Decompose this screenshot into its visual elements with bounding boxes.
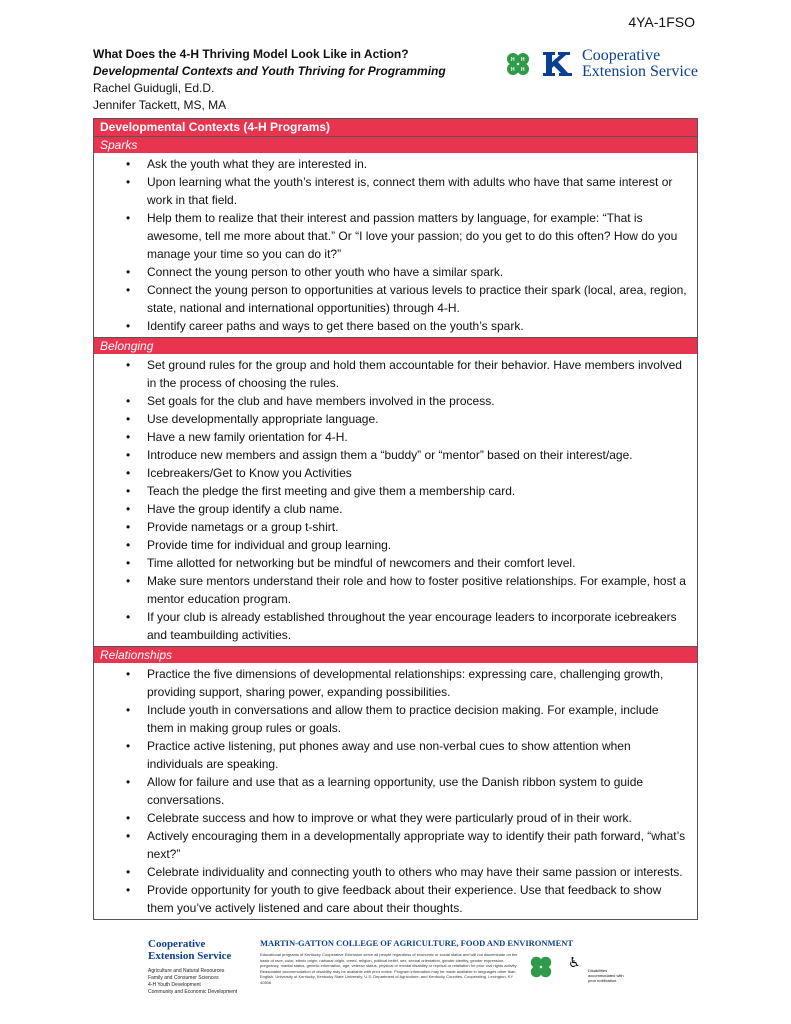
list-item: • Help them to realize that their interest and passion matters by language, for example: “That is awesome, tell me more about that.” Or “I love your passion; do you get to do this often? How do you manage your time so you can do it?” [94, 209, 687, 263]
title-block [93, 46, 446, 114]
cooperative-extension-logo-text: Cooperative Extension Service [582, 47, 698, 80]
list-item: • Time allotted for networking but be mindful of newcomers and their comfort level. [94, 554, 687, 572]
list-item: • Connect the young person to other youth who have a similar spark. [94, 263, 687, 281]
list-item: • Introduce new members and assign them a “buddy” or “mentor” based on their interest/age. [94, 446, 687, 464]
list-item: • Upon learning what the youth’s interest is, connect them with adults who have that same interest or work in that field. [94, 173, 687, 209]
section-title-belonging: Belonging [94, 337, 697, 354]
logo-group [504, 48, 698, 80]
author-1: Rachel Guidugli, Ed.D. [93, 81, 215, 95]
list-item: • Practice active listening, put phones away and use non-verbal cues to show attention when individuals are speaking. [94, 737, 687, 773]
list-item: • Use developmentally appropriate language. [94, 410, 687, 428]
table-header: Developmental Contexts (4-H Programs) [94, 119, 697, 136]
list-item: • Make sure mentors understand their role and how to foster positive relationships. For example, host a mentor education program. [94, 572, 687, 608]
developmental-contexts-table [93, 118, 698, 920]
belonging-list [94, 354, 697, 646]
list-item: • Set ground rules for the group and hold them accountable for their behavior. Have members involved in the process of choosing the rules. [94, 356, 687, 392]
list-item: • Allow for failure and use that as a learning opportunity, use the Danish ribbon system to guide conversations. [94, 773, 687, 809]
list-item: • Identify career paths and ways to get there based on the youth’s spark. [94, 317, 687, 335]
svg-text:H: H [511, 67, 515, 73]
list-item: • Connect the young person to opportunities at various levels to practice their spark (local, area, region, state, national and international opportunities) through 4-H. [94, 281, 687, 317]
document-id: 4YA-1FSO [628, 14, 695, 30]
sparks-list [94, 153, 697, 337]
list-item: • Practice the five dimensions of developmental relationships: expressing care, challenging growth, providing support, sharing power, expanding possibilities. [94, 665, 687, 701]
list-item: • Celebrate individuality and connecting youth to others who may have their same passion or interests. [94, 863, 687, 881]
list-item: • Icebreakers/Get to Know you Activities [94, 464, 687, 482]
list-item: • Celebrate success and how to improve or what they were particularly proud of in their work. [94, 809, 687, 827]
document-subtitle: Developmental Contexts and Youth Thriving for Programming [93, 64, 446, 78]
4h-clover-icon [528, 954, 554, 980]
list-item: • Actively encouraging them in a developmentally appropriate way to identify their path forward, “what’s next?” [94, 827, 687, 863]
list-item: • Ask the youth what they are interested in. [94, 155, 687, 173]
4h-clover-icon [504, 50, 532, 78]
list-item: • If your club is already established throughout the year encourage leaders to incorporate icebreakers and teambuilding activities. [94, 608, 687, 644]
list-item: • Include youth in conversations and allow them to practice decision making. For example, include them in making group rules or goals. [94, 701, 687, 737]
document-header [93, 46, 698, 116]
list-item: • Provide nametags or a group t-shirt. [94, 518, 687, 536]
section-title-sparks: Sparks [94, 136, 697, 153]
nondiscrimination-statement: Educational programs of Kentucky Cooperative Extension serve all people regardless of economic or social status and will not discriminate on the basis of race, color, ethnic origin, national origin, creed, religion, political belief, sex, sexual orientation, gender identity, gender expression, pregnancy, marital status, genetic information, age, veteran status, physical or mental disability or reprisal or retaliation for prior civil rights activity. Reasonable accommodation of disability may be available with prior notice. Program information may be made available in languages other than English. University of Kentucky, Kentucky State University, U.S. Department of Agriculture, and Kentucky Counties, Cooperating. Lexington, KY 40506 [260, 952, 518, 985]
section-title-relationships: Relationships [94, 646, 697, 663]
list-item: • Set goals for the club and have members involved in the process. [94, 392, 687, 410]
uk-logo-icon [542, 49, 576, 79]
list-item: • Provide opportunity for youth to give feedback about their experience. Use that feedback to show them you’ve actively listened and care about their thoughts. [94, 881, 687, 917]
college-name: MARTIN-GATTON COLLEGE OF AGRICULTURE, FOOD AND ENVIRONMENT [260, 938, 574, 948]
svg-text:H: H [521, 67, 525, 73]
list-item: • Teach the pledge the first meeting and give them a membership card. [94, 482, 687, 500]
list-item: • Have a new family orientation for 4-H. [94, 428, 687, 446]
document-title: What Does the 4-H Thriving Model Look Like in Action? [93, 47, 409, 61]
program-units: Agriculture and Natural Resources Family and Consumer Sciences 4-H Youth Development Community and Economic Development [148, 968, 238, 995]
list-item: • Have the group identify a club name. [94, 500, 687, 518]
relationships-list [94, 663, 697, 919]
footer-extension-logo-text: Cooperative Extension Service [148, 938, 232, 962]
list-item: • Provide time for individual and group learning. [94, 536, 687, 554]
page-footer [148, 932, 624, 1002]
accessibility-icon: ♿ [568, 954, 581, 970]
accessibility-note: Disabilities accommodated with prior notification. [588, 968, 624, 983]
svg-text:H: H [521, 57, 525, 63]
author-2: Jennifer Tackett, MS, MA [93, 98, 227, 112]
svg-text:H: H [511, 57, 515, 63]
